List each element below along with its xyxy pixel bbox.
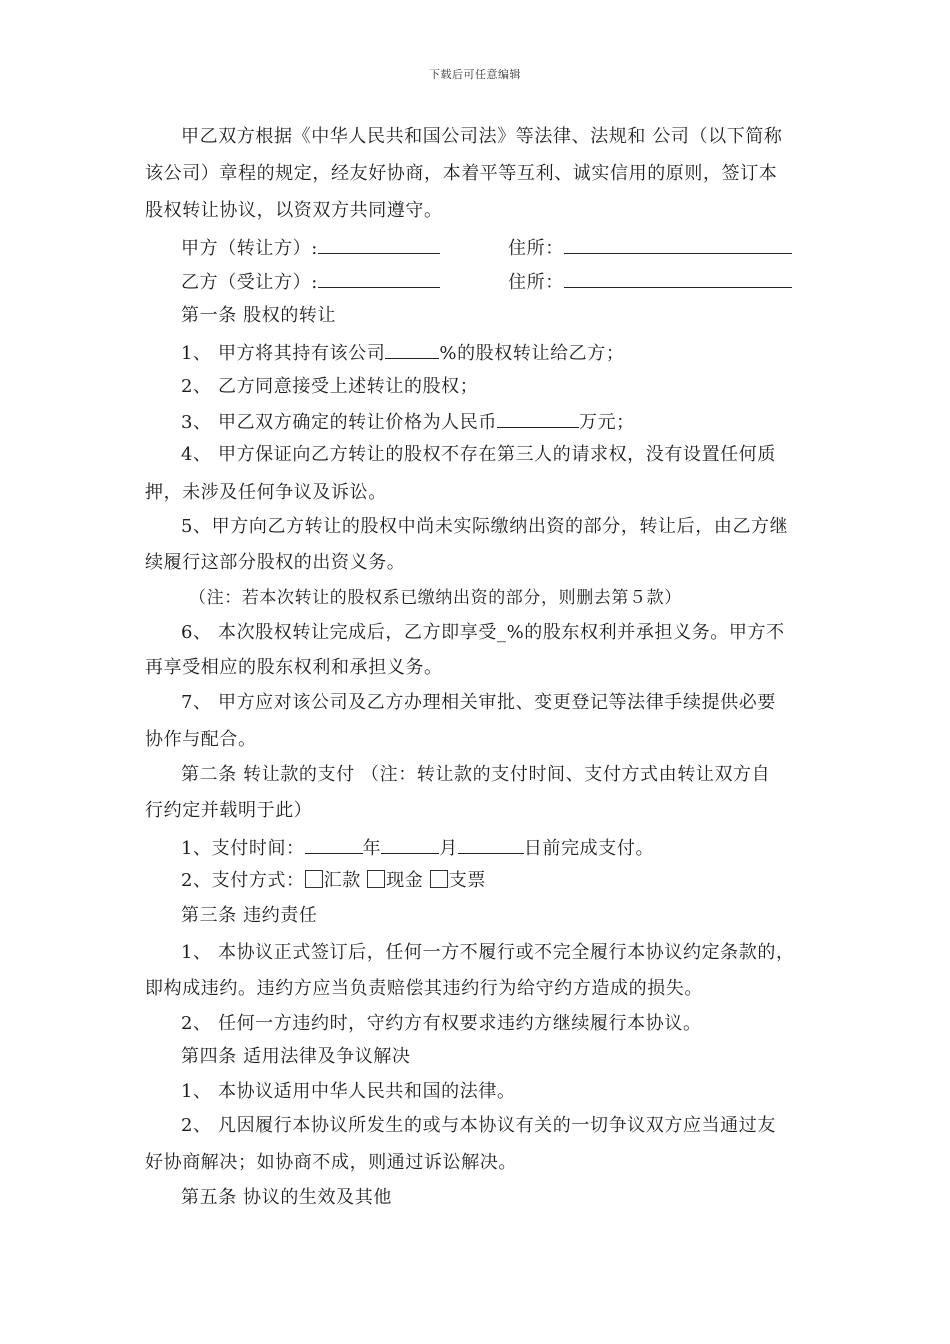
article-1-item-6-line-2: 再享受相应的股东权利和承担义务。 [145, 657, 443, 678]
article-4-title: 第四条 适用法律及争议解决 [181, 1046, 411, 1067]
article-3-item-2: 2、 任何一方违约时，守约方有权要求违约方继续履行本协议。 [181, 1013, 702, 1034]
article-1-item-7-line-2: 协作与配合。 [145, 729, 257, 750]
article-1-item-5-line-2: 续履行这部分股权的出资义务。 [145, 552, 406, 573]
payment-time-label: 1、支付时间： [181, 838, 305, 859]
party-b-address-row [508, 270, 792, 294]
month-blank [381, 836, 439, 854]
party-b-address-blank [564, 270, 792, 288]
article-1-item-1-text-b: %的股权转让给乙方； [439, 343, 625, 364]
party-a-row [181, 236, 440, 260]
day-suffix-label: 日前完成支付。 [523, 838, 655, 859]
party-b-name-blank [318, 270, 440, 288]
article-1-item-1 [181, 341, 624, 365]
party-a-label: 甲方（转让方）: [181, 238, 318, 259]
article-1-item-6-line-1: 6、 本次股权转让完成后，乙方即享受_%的股东权利并承担义务。甲方不 [181, 622, 785, 643]
party-b-label: 乙方（受让方）: [181, 272, 318, 293]
article-1-item-1-text-a: 1、 甲方将其持有该公司 [181, 343, 386, 364]
wire-transfer-label: 汇款 [323, 870, 361, 891]
article-2-title-line-1: 第二条 转让款的支付 （注：转让款的支付时间、支付方式由转让双方自 [181, 764, 771, 785]
article-1-title: 第一条 股权的转让 [181, 305, 337, 326]
month-label: 月 [439, 838, 458, 859]
price-blank [497, 410, 579, 428]
article-1-item-3-text-a: 3、 甲乙双方确定的转让价格为人民币 [181, 412, 497, 433]
article-1-item-7-line-1: 7、 甲方应对该公司及乙方办理相关审批、变更登记等法律手续提供必要 [181, 692, 776, 713]
article-1-item-5-line-1: 5、甲方向乙方转让的股权中尚未实际缴纳出资的部分，转让后，由乙方继 [181, 516, 789, 537]
article-4-item-1: 1、 本协议适用中华人民共和国的法律。 [181, 1081, 516, 1102]
intro-line-2: 该公司）章程的规定，经友好协商，本着平等互利、诚实信用的原则，签订本 [145, 163, 778, 184]
article-4-item-2-line-2: 好协商解决；如协商不成，则通过诉讼解决。 [145, 1152, 517, 1173]
party-a-address-row [508, 236, 792, 260]
party-a-name-blank [318, 236, 440, 254]
wire-transfer-checkbox[interactable] [305, 870, 323, 888]
article-1-item-3 [181, 410, 635, 434]
party-a-address-blank [564, 236, 792, 254]
page-header: 下载后可任意编辑 [429, 68, 521, 81]
year-label: 年 [362, 838, 382, 859]
cash-label: 现金 [386, 870, 424, 891]
article-1-item-4-line-1: 4、 甲方保证向乙方转让的股权不存在第三人的请求权，没有设置任何质 [181, 444, 776, 465]
article-3-item-1-line-1: 1、 本协议正式签订后，任何一方不履行或不完全履行本协议约定条款的， [181, 942, 795, 963]
article-3-item-1-line-2: 即构成违约。违约方应当负责赔偿其违约行为给守约方造成的损失。 [145, 978, 703, 999]
article-1-note: （注：若本次转让的股权系已缴纳出资的部分，则删去第５款） [189, 588, 682, 608]
payment-method-row [181, 870, 486, 892]
intro-line-3: 股权转让协议，以资双方共同遵守。 [145, 200, 443, 221]
party-b-row [181, 270, 440, 294]
article-1-item-2: 2、 乙方同意接受上述转让的股权； [181, 376, 479, 397]
intro-line-1: 甲乙双方根据《中华人民共和国公司法》等法律、法规和 公司（以下简称 [181, 126, 783, 147]
article-2-title-line-2: 行约定并载明于此） [145, 800, 313, 821]
article-5-title: 第五条 协议的生效及其他 [181, 1187, 392, 1208]
check-checkbox[interactable] [430, 870, 448, 888]
payment-method-label: 2、支付方式： [181, 870, 305, 891]
check-label: 支票 [448, 870, 486, 891]
payment-time-row [181, 836, 654, 860]
percent-blank [385, 341, 439, 359]
party-b-address-label: 住所： [508, 272, 564, 293]
article-1-item-3-text-b: 万元； [578, 412, 635, 433]
year-blank [305, 836, 363, 854]
cash-checkbox[interactable] [367, 870, 385, 888]
party-a-address-label: 住所： [508, 238, 564, 259]
article-3-title: 第三条 违约责任 [181, 905, 318, 926]
article-1-item-4-line-2: 押，未涉及任何争议及诉讼。 [145, 482, 387, 503]
day-blank [458, 836, 524, 854]
article-4-item-2-line-1: 2、 凡因履行本协议所发生的或与本协议有关的一切争议双方应当通过友 [181, 1115, 776, 1136]
